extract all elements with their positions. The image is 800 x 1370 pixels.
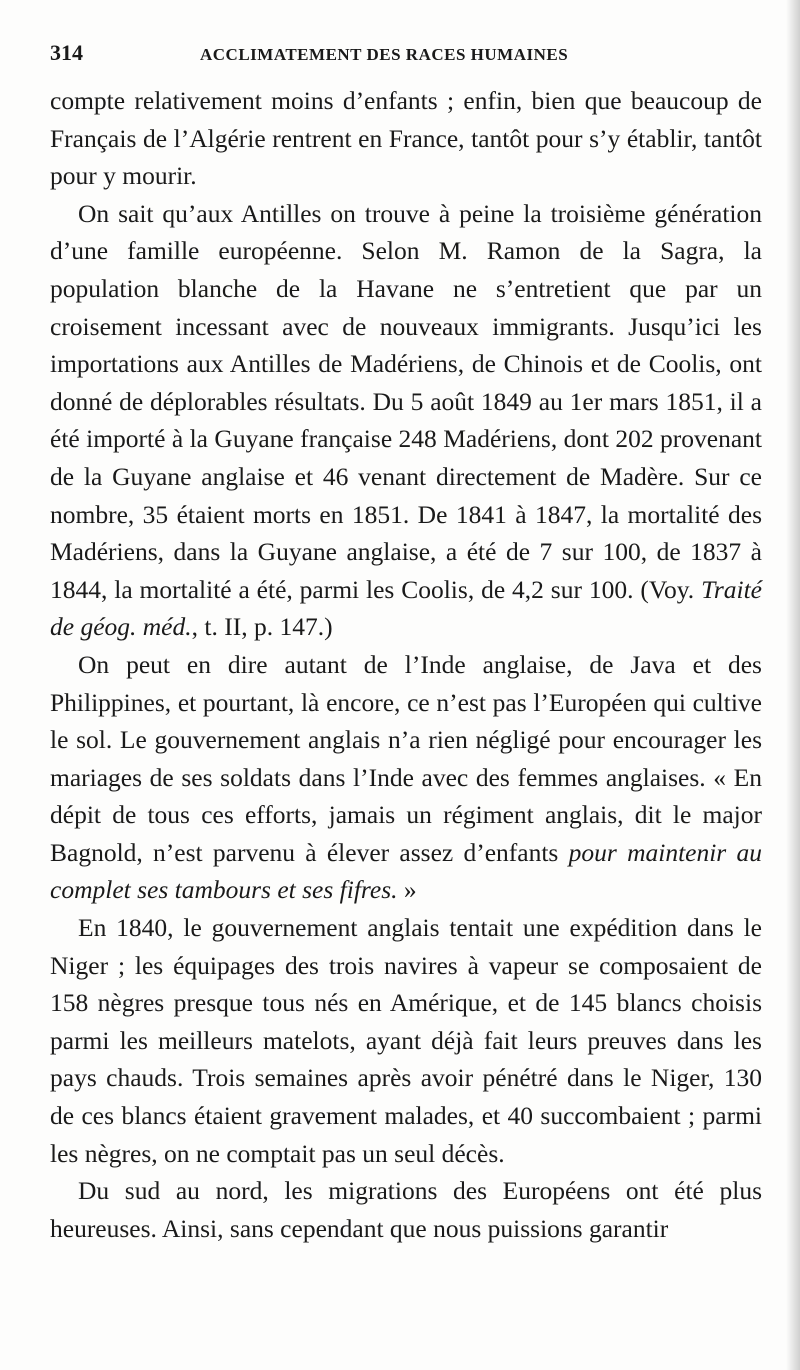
running-title: ACCLIMATEMENT DES RACES HUMAINES — [200, 45, 569, 64]
text-segment: , t. II, p. 147.) — [191, 612, 333, 642]
paragraph — [50, 195, 762, 646]
text-segment: Du sud au nord, les migrations des Européens ont été plus heureuses. Ainsi, sans cependant que nous puissions garantir — [50, 1176, 762, 1243]
paragraph — [50, 909, 762, 1172]
paragraph — [50, 82, 762, 195]
body-text — [50, 82, 762, 1247]
paragraph — [50, 1172, 762, 1247]
text-segment: compte relativement moins d’enfants ; enfin, bien que beaucoup de Français de l’Algérie rentrent en France, tantôt pour s’y établir, tantôt pour y mourir. — [50, 86, 762, 191]
italic-citation: Traité de géog. méd. — [50, 574, 762, 642]
paragraph — [50, 646, 762, 909]
page-header — [50, 40, 762, 76]
text-segment: » — [397, 875, 417, 905]
text-segment: On sait qu’aux Antilles on trouve à peine la troisième génération d’une famille européenne. Selon M. Ramon de la Sagra, la population blanche de la Havane ne s’entretient que par un croisement incessant avec de nouveaux immigrants. Jusqu’ici les importations aux Antilles de Madériens, de Chinois et de Coolis, ont donné de déplorables résultats. Du 5 août 1849 au 1er mars 1851, il a été importé à la Guyane française 248 Madériens, dont 202 provenant de la Guyane anglaise et 46 venant directement de Madère. Sur ce nombre, 35 étaient morts en 1851. De 1841 à 1847, la mortalité des Madériens, dans la Guyane anglaise, a été de 7 sur 100, de 1837 à 1844, la mortalité a été, parmi les Coolis, de 4,2 sur 100. (Voy. — [50, 198, 762, 604]
page-number: 314 — [50, 40, 83, 65]
text-segment: On peut en dire autant de l’Inde anglaise, de Java et des Philippines, et pourtant, là encore, ce n’est pas l’Européen qui cultive le sol. Le gouvernement anglais n’a rien négligé pour encourager les mariages de ses soldats dans l’Inde avec des femmes anglaises. « En dépit de tous ces efforts, jamais un régiment anglais, dit le major Bagnold, n’est parvenu à élever assez d’enfants — [50, 649, 762, 867]
page-shadow — [786, 0, 800, 1370]
italic-quote: pour maintenir au complet ses tambours et ses fifres. — [50, 837, 762, 905]
text-segment: En 1840, le gouvernement anglais tentait une expédition dans le Niger ; les équipages des trois navires à vapeur se composaient de 158 nègres presque tous nés en Amérique, et de 145 blancs choisis parmi les meilleurs matelots, ayant déjà fait leurs preuves dans les pays chauds. Trois semaines après avoir pénétré dans le Niger, 130 de ces blancs étaient gravement malades, et 40 succombaient ; parmi les nègres, on ne comptait pas un seul décès. — [50, 913, 762, 1168]
